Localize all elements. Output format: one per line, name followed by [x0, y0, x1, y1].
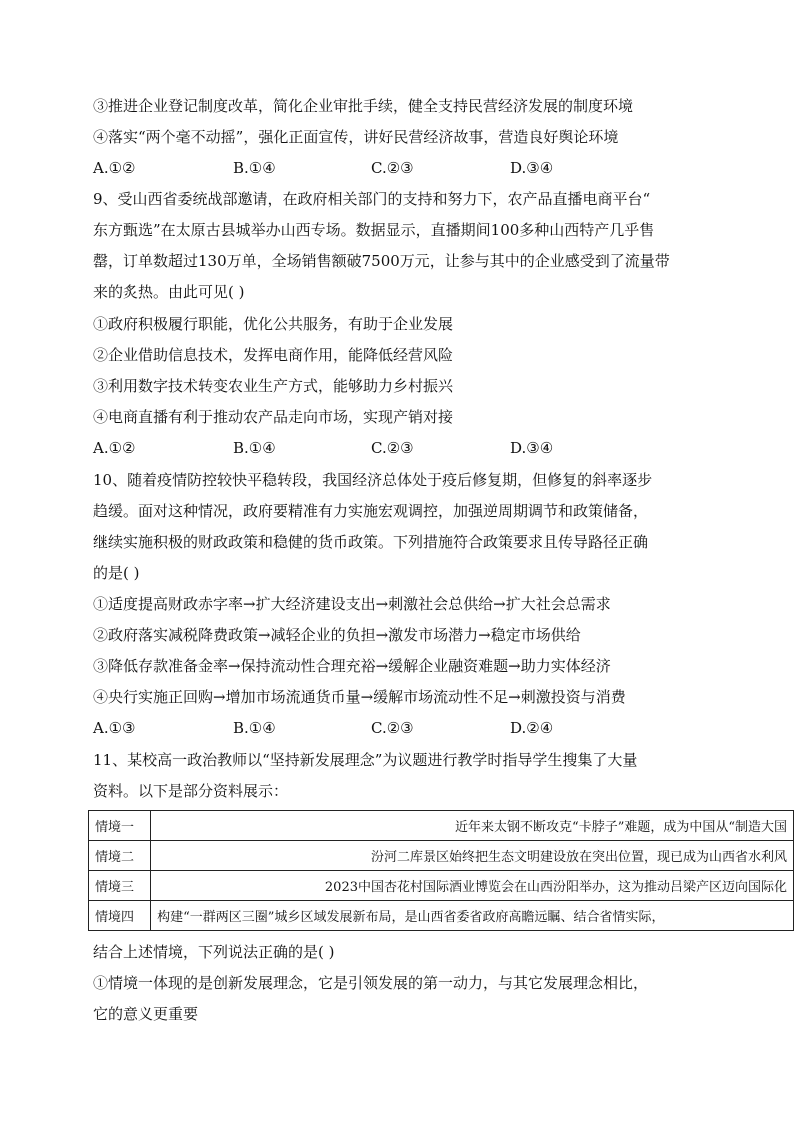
q10-item-1: ①适度提高财政赤字率→扩大经济建设支出→刺激社会总供给→扩大社会总需求 [93, 595, 611, 613]
q10-option-a: A.①③ [93, 719, 136, 737]
q10-option-c: C.②③ [371, 719, 414, 737]
q10-item-2: ②政府落实减税降费政策→减轻企业的负担→激发市场潜力→稳定市场供给 [93, 626, 581, 644]
q9-item-4: ④电商直播有利于推动农产品走向市场，实现产销对接 [93, 408, 454, 426]
q8-option-d: D.③④ [510, 159, 554, 177]
table-row [89, 841, 794, 871]
q8-option-b: B.①④ [233, 159, 276, 177]
q11-item-1-line: 它的意义更重要 [93, 1005, 199, 1023]
q9-option-c: C.②③ [371, 439, 414, 457]
table-row [89, 901, 794, 931]
context-label: 情境一 [89, 811, 151, 841]
q9-item-1: ①政府积极履行职能，优化公共服务，有助于企业发展 [93, 315, 454, 333]
q9-stem-line: 东方甄选”在太原古县城举办山西专场。数据显示，直播期间100多种山西特产几乎售 [93, 221, 655, 239]
q9-option-a: A.①② [93, 439, 136, 457]
q10-stem-line: 10、随着疫情防控较快平稳转段，我国经济总体处于疫后修复期，但修复的斜率逐步 [93, 471, 653, 489]
context-content: 汾河二库景区始终把生态文明建设放在突出位置，现已成为山西省水利风 [151, 841, 794, 871]
context-label: 情境二 [89, 841, 151, 871]
q10-stem-line: 继续实施积极的财政政策和稳健的货币政策。下列措施符合政策要求且传导路径正确 [93, 533, 649, 551]
context-content: 构建“一群两区三圈”城乡区域发展新布局，是山西省委省政府高瞻远瞩、结合省情实际， [151, 901, 794, 931]
q11-prompt: 结合上述情境，下列说法正确的是( ) [93, 943, 335, 961]
q9-stem-line: 9、受山西省委统战部邀请，在政府相关部门的支持和努力下，农产品直播电商平台“ [93, 190, 651, 208]
q10-item-4: ④央行实施正回购→增加市场流通货币量→缓解市场流动性不足→刺激投资与消费 [93, 688, 626, 706]
q8-item-4: ④落实“两个毫不动摇”，强化正面宣传，讲好民营经济故事，营造良好舆论环境 [93, 128, 619, 146]
q11-stem-line: 11、某校高一政治教师以“坚持新发展理念”为议题进行教学时指导学生搜集了大量 [93, 751, 638, 769]
q10-option-d: D.②④ [510, 719, 554, 737]
q8-item-3: ③推进企业登记制度改革，简化企业审批手续，健全支持民营经济发展的制度环境 [93, 97, 634, 115]
q10-option-b: B.①④ [233, 719, 276, 737]
q10-stem-line: 趋缓。面对这种情况，政府要精准有力实施宏观调控，加强逆周期调节和政策储备， [93, 502, 649, 520]
context-table [88, 810, 794, 931]
table-row [89, 811, 794, 841]
q8-option-a: A.①② [93, 159, 136, 177]
context-label: 情境三 [89, 871, 151, 901]
context-label: 情境四 [89, 901, 151, 931]
context-content: 2023中国杏花村国际酒业博览会在山西汾阳举办，这为推动吕梁产区迈向国际化 [151, 871, 794, 901]
q11-item-1-line: ①情境一体现的是创新发展理念，它是引领发展的第一动力，与其它发展理念相比， [93, 974, 649, 992]
q9-item-2: ②企业借助信息技术，发挥电商作用，能降低经营风险 [93, 346, 454, 364]
q9-stem-line: 罄，订单数超过130万单，全场销售额破7500万元，让参与其中的企业感受到了流量带 [93, 252, 670, 270]
q11-stem-line: 资料。以下是部分资料展示： [93, 782, 289, 800]
q9-option-b: B.①④ [233, 439, 276, 457]
q10-item-3: ③降低存款准备金率→保持流动性合理充裕→缓解企业融资难题→助力实体经济 [93, 657, 611, 675]
table-row [89, 871, 794, 901]
q10-stem-line: 的是( ) [93, 564, 140, 582]
q9-item-3: ③利用数字技术转变农业生产方式，能够助力乡村振兴 [93, 377, 454, 395]
q9-option-d: D.③④ [510, 439, 554, 457]
context-content: 近年来太钢不断攻克“卡脖子”难题，成为中国从“制造大国 [151, 811, 794, 841]
q9-stem-line: 来的炙热。由此可见( ) [93, 283, 245, 301]
q8-option-c: C.②③ [371, 159, 414, 177]
